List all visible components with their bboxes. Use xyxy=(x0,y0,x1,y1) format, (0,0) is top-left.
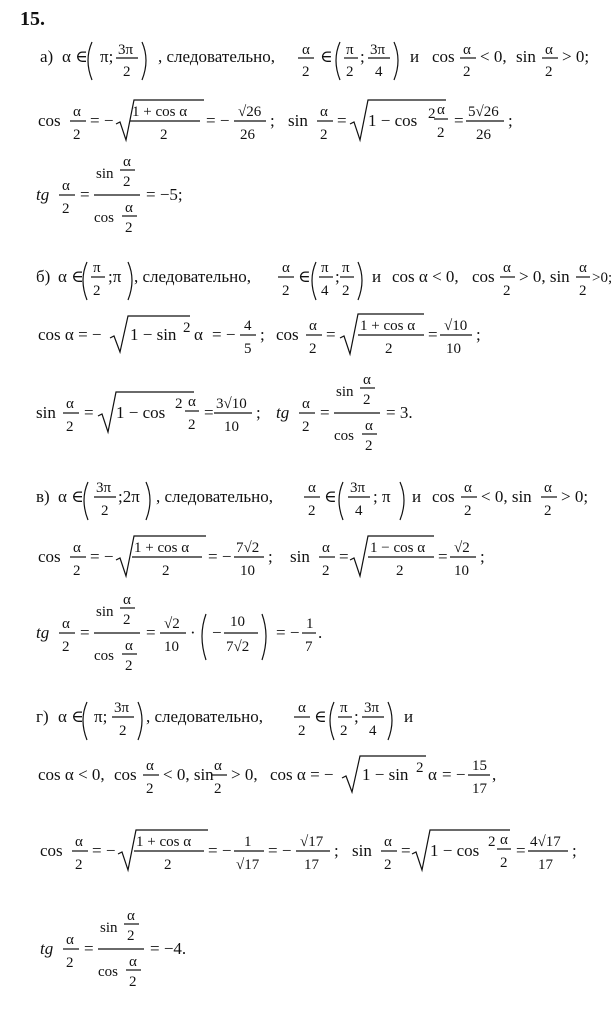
svg-text:√2: √2 xyxy=(454,540,470,556)
svg-text:1 − cos: 1 − cos xyxy=(430,841,480,860)
svg-text:∈: ∈ xyxy=(298,267,311,286)
svg-text:cos: cos xyxy=(94,210,114,226)
svg-text:= −4.: = −4. xyxy=(150,939,187,958)
svg-text:2: 2 xyxy=(93,283,101,299)
svg-text:√2: √2 xyxy=(164,616,180,632)
svg-text:4: 4 xyxy=(355,503,363,519)
svg-text:= −: = − xyxy=(90,547,114,566)
svg-text:2: 2 xyxy=(302,419,310,435)
svg-text:1 + cos α: 1 + cos α xyxy=(136,834,192,850)
svg-text:1 − sin: 1 − sin xyxy=(130,325,177,344)
svg-text:cos: cos xyxy=(334,428,354,444)
formula-d-line-3 xyxy=(0,822,614,882)
svg-text:=: = xyxy=(337,111,347,130)
svg-text:α: α xyxy=(437,102,445,118)
svg-text:cos α < 0,: cos α < 0, xyxy=(38,765,105,784)
svg-text:2: 2 xyxy=(66,419,74,435)
svg-text:α: α xyxy=(188,394,196,410)
svg-text:;π: ;π xyxy=(108,267,122,286)
svg-text:2: 2 xyxy=(146,781,154,797)
svg-text:α: α xyxy=(282,260,290,276)
svg-text:2: 2 xyxy=(579,283,587,299)
svg-text:sin: sin xyxy=(352,841,372,860)
svg-text:и: и xyxy=(412,487,422,506)
svg-text:2: 2 xyxy=(129,974,137,990)
svg-text:17: 17 xyxy=(538,857,553,873)
svg-text:π: π xyxy=(346,42,354,58)
svg-text:1: 1 xyxy=(244,834,252,850)
svg-text:α: α xyxy=(302,42,310,58)
svg-text:2: 2 xyxy=(500,855,508,871)
svg-text:·: · xyxy=(190,623,196,642)
svg-text:< 0,: < 0, xyxy=(480,47,507,66)
svg-text:α: α xyxy=(500,832,508,848)
svg-text:2: 2 xyxy=(396,563,404,579)
svg-text:2: 2 xyxy=(298,723,306,739)
svg-text:, следовательно,: , следовательно, xyxy=(158,47,275,66)
svg-text:α: α xyxy=(302,396,310,412)
svg-text:;2π: ;2π xyxy=(118,487,140,506)
svg-text:2: 2 xyxy=(162,563,170,579)
svg-text:cos α < 0,: cos α < 0, xyxy=(392,267,459,286)
svg-text:2: 2 xyxy=(123,174,131,190)
svg-text:2: 2 xyxy=(119,723,127,739)
svg-text:α: α xyxy=(309,318,317,334)
svg-text:α: α xyxy=(73,104,81,120)
svg-text:2: 2 xyxy=(175,396,183,412)
svg-text:π: π xyxy=(342,260,350,276)
svg-text:4: 4 xyxy=(321,283,329,299)
svg-text:3π: 3π xyxy=(364,700,380,716)
svg-text:√10: √10 xyxy=(444,318,468,334)
svg-text:;: ; xyxy=(334,841,339,860)
svg-text:>0;: >0; xyxy=(592,270,613,286)
svg-text:2: 2 xyxy=(183,320,191,336)
svg-text:cos: cos xyxy=(432,487,455,506)
svg-text:α: α xyxy=(544,480,552,496)
svg-text:π: π xyxy=(321,260,329,276)
svg-text:2: 2 xyxy=(62,639,70,655)
svg-text:2: 2 xyxy=(346,64,354,80)
svg-text:α: α xyxy=(428,765,437,784)
svg-text:3π: 3π xyxy=(96,480,112,496)
svg-text:1: 1 xyxy=(306,616,314,632)
svg-text:26: 26 xyxy=(240,127,255,143)
svg-text:cos: cos xyxy=(94,648,114,664)
svg-text:7: 7 xyxy=(305,639,313,655)
svg-text:=: = xyxy=(428,325,438,344)
svg-text:=: = xyxy=(516,841,526,860)
svg-text:2: 2 xyxy=(73,127,81,143)
svg-text:2: 2 xyxy=(322,563,330,579)
svg-text:4: 4 xyxy=(375,64,383,80)
svg-text:;: ; xyxy=(256,403,261,422)
svg-text:√26: √26 xyxy=(238,104,262,120)
svg-text:cos α = −: cos α = − xyxy=(270,765,334,784)
svg-text:2: 2 xyxy=(62,201,70,217)
svg-text:=: = xyxy=(84,939,94,958)
svg-text:cos: cos xyxy=(276,325,299,344)
svg-text:α ∈: α ∈ xyxy=(58,487,84,506)
svg-text:α: α xyxy=(75,834,83,850)
part-label-b: б) xyxy=(36,267,51,286)
svg-text:=: = xyxy=(339,547,349,566)
svg-text:cos: cos xyxy=(98,964,118,980)
formula-a-line-3 xyxy=(0,148,614,238)
svg-text:2: 2 xyxy=(365,438,373,454)
svg-text:2: 2 xyxy=(463,64,471,80)
svg-text:cos: cos xyxy=(38,111,61,130)
svg-text:α ∈: α ∈ xyxy=(58,707,84,726)
svg-text:1 + cos α: 1 + cos α xyxy=(360,318,416,334)
svg-text:7√2: 7√2 xyxy=(226,639,250,655)
svg-text:2: 2 xyxy=(308,503,316,519)
svg-text:;: ; xyxy=(480,547,485,566)
svg-text:2: 2 xyxy=(75,857,83,873)
svg-text:α: α xyxy=(545,42,553,58)
svg-text:α: α xyxy=(579,260,587,276)
svg-text:tg: tg xyxy=(36,185,50,204)
svg-text:2: 2 xyxy=(123,612,131,628)
svg-text:2: 2 xyxy=(123,64,131,80)
svg-text:и: и xyxy=(404,707,414,726)
svg-text:α: α xyxy=(365,418,373,434)
svg-text:;: ; xyxy=(260,325,265,344)
svg-text:sin: sin xyxy=(290,547,310,566)
svg-text:17: 17 xyxy=(304,857,319,873)
svg-text:sin: sin xyxy=(96,604,114,620)
svg-text:sin: sin xyxy=(336,384,354,400)
svg-text:α: α xyxy=(322,540,330,556)
svg-text:π;: π; xyxy=(94,707,108,726)
svg-text:tg: tg xyxy=(36,623,50,642)
svg-text:sin: sin xyxy=(288,111,308,130)
svg-text:α: α xyxy=(308,480,316,496)
svg-text:3π: 3π xyxy=(350,480,366,496)
problem-number: 15. xyxy=(20,8,45,30)
svg-text:26: 26 xyxy=(476,127,491,143)
svg-text:=: = xyxy=(204,403,214,422)
svg-text:2: 2 xyxy=(545,64,553,80)
svg-text:= −: = − xyxy=(208,547,232,566)
svg-text:= −: = − xyxy=(268,841,292,860)
svg-text:sin: sin xyxy=(36,403,56,422)
svg-text:α: α xyxy=(463,42,471,58)
svg-text:α ∈: α ∈ xyxy=(62,47,88,66)
svg-text:cos: cos xyxy=(114,765,137,784)
svg-text:;: ; xyxy=(508,111,513,130)
svg-text:4: 4 xyxy=(244,318,252,334)
svg-text:2: 2 xyxy=(127,928,135,944)
formula-c-line-3 xyxy=(0,592,614,682)
svg-text:;: ; xyxy=(476,325,481,344)
svg-text:10: 10 xyxy=(224,419,239,435)
svg-text:.: . xyxy=(318,623,323,642)
svg-text:2: 2 xyxy=(340,723,348,739)
svg-text:cos: cos xyxy=(40,841,63,860)
svg-text:∈: ∈ xyxy=(324,487,337,506)
svg-text:2: 2 xyxy=(488,834,496,850)
svg-text:√17: √17 xyxy=(236,857,260,873)
svg-text:1 + cos α: 1 + cos α xyxy=(132,104,188,120)
svg-text:√17: √17 xyxy=(300,834,324,850)
formula-c-line-1 xyxy=(0,468,614,528)
svg-text:1 − sin: 1 − sin xyxy=(362,765,409,784)
svg-text:= −: = − xyxy=(212,325,236,344)
svg-text:1 − cos: 1 − cos xyxy=(116,403,166,422)
formula-d-line-1 xyxy=(0,688,614,748)
svg-text:α: α xyxy=(384,834,392,850)
svg-text:sin: sin xyxy=(96,166,114,182)
svg-text:и: и xyxy=(372,267,382,286)
svg-text:3√10: 3√10 xyxy=(216,396,247,412)
svg-text:;: ; xyxy=(270,111,275,130)
svg-text:α: α xyxy=(146,758,154,774)
svg-text:=: = xyxy=(80,623,90,642)
svg-text:2: 2 xyxy=(125,220,133,236)
svg-text:1 + cos α: 1 + cos α xyxy=(134,540,190,556)
svg-text:α: α xyxy=(129,954,137,970)
svg-text:,: , xyxy=(492,765,497,784)
svg-text:sin: sin xyxy=(100,920,118,936)
svg-text:3π: 3π xyxy=(370,42,386,58)
formula-a-line-1 xyxy=(0,28,614,88)
svg-text:α ∈: α ∈ xyxy=(58,267,84,286)
svg-text:17: 17 xyxy=(472,781,487,797)
svg-text:;: ; xyxy=(268,547,273,566)
part-label-c: в) xyxy=(36,487,50,506)
svg-text:=: = xyxy=(438,547,448,566)
svg-text:α: α xyxy=(127,908,135,924)
svg-text:;: ; xyxy=(354,707,359,726)
svg-text:10: 10 xyxy=(240,563,255,579)
svg-text:2: 2 xyxy=(125,658,133,674)
svg-text:2: 2 xyxy=(428,106,436,122)
svg-text:=: = xyxy=(326,325,336,344)
svg-text:α: α xyxy=(503,260,511,276)
svg-text:;: ; xyxy=(572,841,577,860)
formula-b-line-1 xyxy=(0,248,614,308)
svg-text:1 − cos: 1 − cos xyxy=(368,111,418,130)
svg-text:= −: = − xyxy=(276,623,300,642)
svg-text:cos: cos xyxy=(38,547,61,566)
svg-text:π: π xyxy=(93,260,101,276)
svg-text:2: 2 xyxy=(164,857,172,873)
svg-text:= 3.: = 3. xyxy=(386,403,413,422)
svg-text:2: 2 xyxy=(66,955,74,971)
svg-text:; π: ; π xyxy=(373,487,391,506)
formula-b-line-3 xyxy=(0,372,614,462)
svg-text:и: и xyxy=(410,47,420,66)
svg-text:, следовательно,: , следовательно, xyxy=(156,487,273,506)
svg-text:α: α xyxy=(123,592,131,608)
svg-text:2: 2 xyxy=(101,503,109,519)
svg-text:α: α xyxy=(73,540,81,556)
svg-text:2: 2 xyxy=(214,781,222,797)
svg-text:15: 15 xyxy=(472,758,487,774)
formula-a-line-2 xyxy=(0,92,614,152)
formula-d-line-2 xyxy=(0,746,614,806)
part-label-d: г) xyxy=(36,707,49,726)
svg-text:2: 2 xyxy=(384,857,392,873)
svg-text:α: α xyxy=(66,396,74,412)
svg-text:= −: = − xyxy=(206,111,230,130)
formula-b-line-2 xyxy=(0,306,614,366)
svg-text:cos α = −: cos α = − xyxy=(38,325,102,344)
svg-text:tg: tg xyxy=(40,939,54,958)
svg-text:1 − cos α: 1 − cos α xyxy=(370,540,426,556)
svg-text:2: 2 xyxy=(73,563,81,579)
svg-text:= −: = − xyxy=(90,111,114,130)
svg-text:5√26: 5√26 xyxy=(468,104,499,120)
svg-text:= −: = − xyxy=(208,841,232,860)
svg-text:2: 2 xyxy=(416,760,424,776)
svg-text:π: π xyxy=(340,700,348,716)
svg-text:< 0, sin: < 0, sin xyxy=(481,487,532,506)
svg-text:= −: = − xyxy=(92,841,116,860)
svg-text:α: α xyxy=(125,638,133,654)
svg-text:2: 2 xyxy=(363,392,371,408)
svg-text:2: 2 xyxy=(342,283,350,299)
svg-text:α: α xyxy=(62,178,70,194)
svg-text:2: 2 xyxy=(320,127,328,143)
svg-text:cos: cos xyxy=(472,267,495,286)
svg-text:α: α xyxy=(320,104,328,120)
svg-text:=: = xyxy=(320,403,330,422)
svg-text:5: 5 xyxy=(244,341,252,357)
svg-text:=: = xyxy=(84,403,94,422)
svg-text:3π: 3π xyxy=(114,700,130,716)
svg-text:= −: = − xyxy=(442,765,466,784)
svg-text:2: 2 xyxy=(302,64,310,80)
svg-text:2: 2 xyxy=(385,341,393,357)
svg-text:−: − xyxy=(212,623,222,642)
svg-text:2: 2 xyxy=(282,283,290,299)
svg-text:< 0, sin: < 0, sin xyxy=(163,765,214,784)
svg-text:10: 10 xyxy=(230,614,245,630)
svg-text:α: α xyxy=(62,616,70,632)
svg-text:α: α xyxy=(66,932,74,948)
svg-text:α: α xyxy=(464,480,472,496)
svg-text:7√2: 7√2 xyxy=(236,540,260,556)
svg-text:> 0, sin: > 0, sin xyxy=(519,267,570,286)
part-label-a: а) xyxy=(40,47,54,66)
svg-text:α: α xyxy=(194,325,203,344)
svg-text:;: ; xyxy=(360,47,365,66)
svg-text:10: 10 xyxy=(446,341,461,357)
svg-text:tg: tg xyxy=(276,403,290,422)
svg-text:10: 10 xyxy=(164,639,179,655)
svg-text:π;: π; xyxy=(100,47,114,66)
svg-text:= −5;: = −5; xyxy=(146,185,183,204)
svg-text:∈: ∈ xyxy=(320,47,333,66)
svg-text:2: 2 xyxy=(188,417,196,433)
svg-text:α: α xyxy=(298,700,306,716)
svg-text:4: 4 xyxy=(369,723,377,739)
svg-text:sin: sin xyxy=(516,47,536,66)
svg-text:=: = xyxy=(401,841,411,860)
svg-text:> 0;: > 0; xyxy=(561,487,589,506)
svg-text:2: 2 xyxy=(309,341,317,357)
svg-text:3π: 3π xyxy=(118,42,134,58)
svg-text:2: 2 xyxy=(464,503,472,519)
svg-text:∈: ∈ xyxy=(314,707,327,726)
svg-text:=: = xyxy=(80,185,90,204)
svg-text:α: α xyxy=(363,372,371,388)
svg-text:4√17: 4√17 xyxy=(530,834,561,850)
svg-text:;: ; xyxy=(335,267,340,286)
formula-c-line-2 xyxy=(0,528,614,588)
svg-text:=: = xyxy=(146,623,156,642)
svg-text:cos: cos xyxy=(432,47,455,66)
formula-d-line-4 xyxy=(0,908,614,998)
svg-text:> 0;: > 0; xyxy=(562,47,590,66)
svg-text:2: 2 xyxy=(544,503,552,519)
svg-text:10: 10 xyxy=(454,563,469,579)
svg-text:, следовательно,: , следовательно, xyxy=(146,707,263,726)
svg-text:2: 2 xyxy=(437,125,445,141)
svg-text:α: α xyxy=(214,758,222,774)
svg-text:=: = xyxy=(454,111,464,130)
svg-text:α: α xyxy=(123,154,131,170)
svg-text:> 0,: > 0, xyxy=(231,765,258,784)
svg-text:, следовательно,: , следовательно, xyxy=(134,267,251,286)
svg-text:α: α xyxy=(125,200,133,216)
svg-text:2: 2 xyxy=(160,127,168,143)
svg-text:2: 2 xyxy=(503,283,511,299)
